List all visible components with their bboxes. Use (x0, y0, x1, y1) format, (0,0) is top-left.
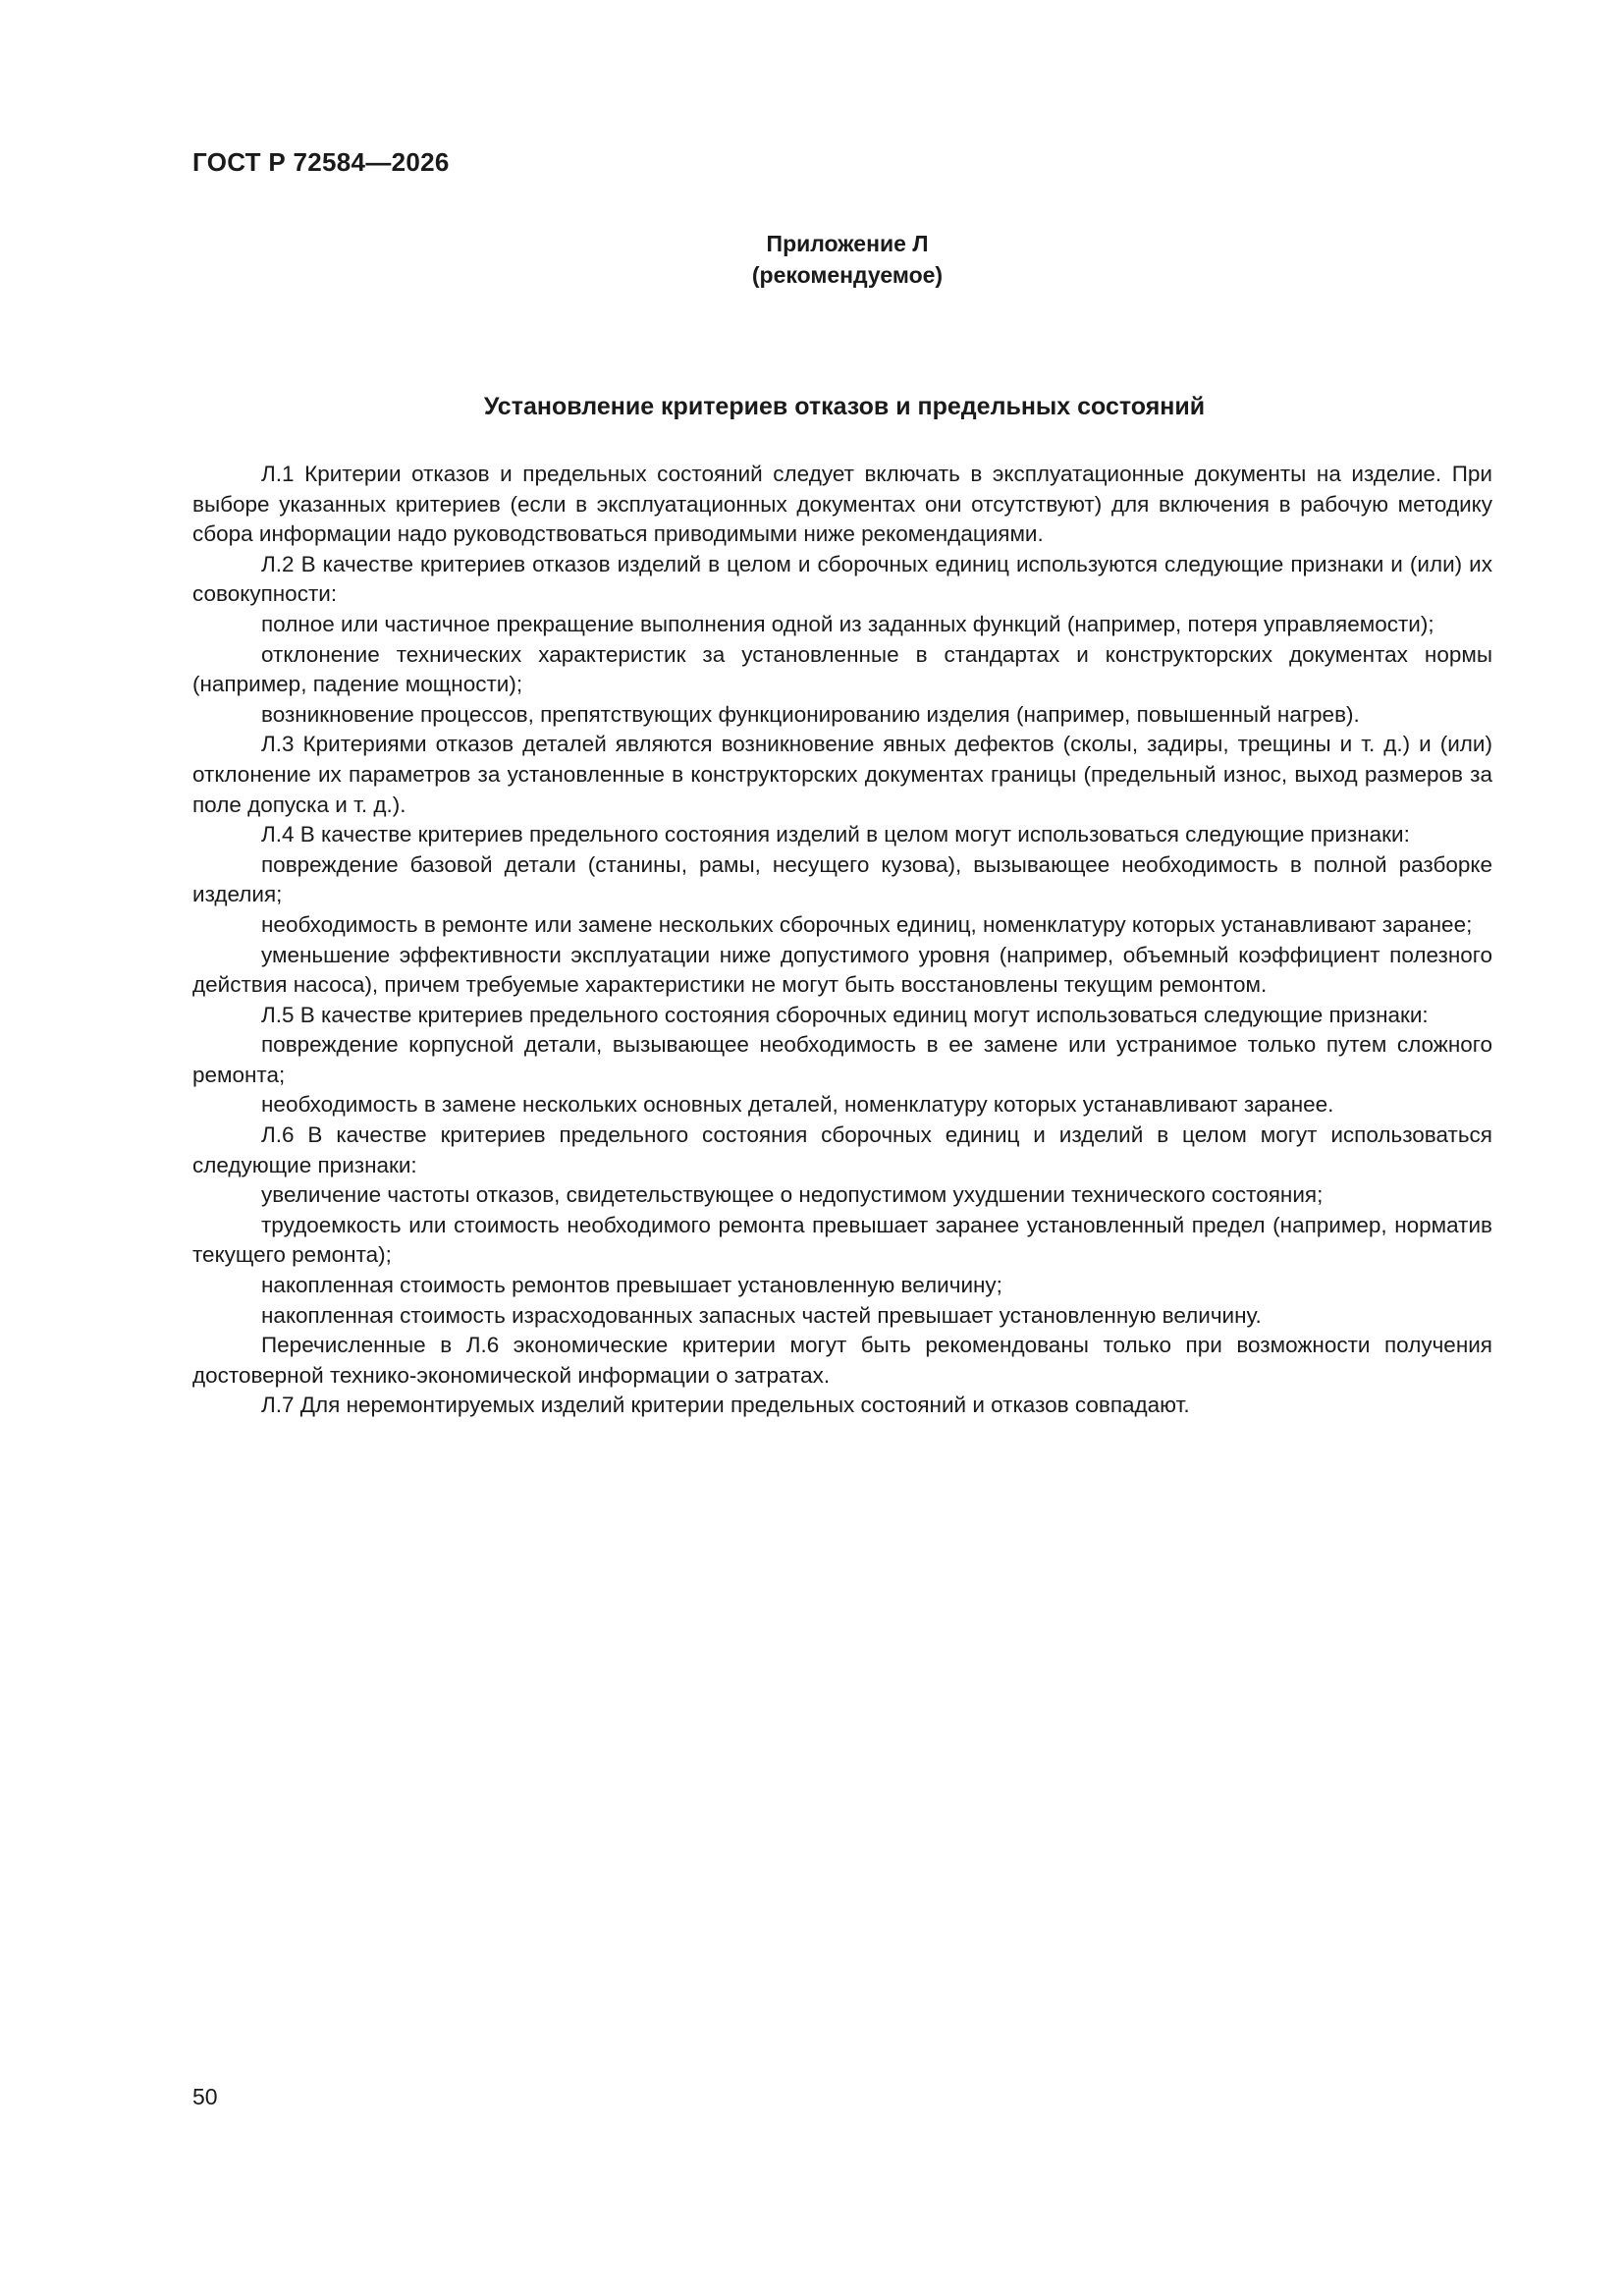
list-item: увеличение частоты отказов, свидетельствующее о недопустимом ухудшении технического состояния; (261, 1182, 1324, 1208)
paragraph-l6: Л.6 В качестве критериев предельного состояния сборочных единиц и изделий в целом могут использоваться следующие признаки: (192, 1122, 1492, 1177)
paragraph-economic-note: Перечисленные в Л.6 экономические критерии могут быть рекомендованы только при возможности получения достоверной технико-экономической информации о затратах. (192, 1333, 1492, 1388)
list-item: полное или частичное прекращение выполнения одной из заданных функций (например, потеря управляемости); (261, 611, 1434, 636)
list-item: повреждение корпусной детали, вызывающее необходимость в ее замене или устранимое только путем сложного ремонта; (192, 1032, 1492, 1087)
list-item: накопленная стоимость ремонтов превышает установленную величину; (261, 1273, 1002, 1298)
paragraph-l3: Л.3 Критериями отказов деталей являются возникновение явных дефектов (сколы, задиры, трещины и т. д.) и (или) отклонение их параметров за установленные в конструкторских документах границы (предельный износ, выход размеров за поле допуска и т. д.). (192, 732, 1492, 817)
list-item: накопленная стоимость израсходованных запасных частей превышает установленную величину. (261, 1302, 1262, 1328)
section-title: Установление критериев отказов и предельных состояний (483, 393, 1206, 420)
list-item: уменьшение эффективности эксплуатации ниже допустимого уровня (например, объемный коэффициент полезного действия насоса), причем требуемые характеристики не могут быть восстановлены текущим ремонтом. (192, 942, 1492, 998)
list-item: повреждение базовой детали (станины, рамы, несущего кузова), вызывающее необходимость в полной разборке изделия; (192, 851, 1492, 907)
paragraph-l4: Л.4 В качестве критериев предельного состояния изделий в целом могут использоваться следующие признаки: (261, 822, 1410, 847)
list-item: возникновение процессов, препятствующих функционированию изделия (например, повышенный нагрев). (261, 701, 1360, 727)
document-code: ГОСТ Р 72584—2026 (192, 147, 450, 177)
paragraph-l2: Л.2 В качестве критериев отказов изделий в целом и сборочных единиц используются следующие признаки и (или) их совокупности: (192, 551, 1492, 607)
annex-body (192, 460, 1492, 1421)
list-item: необходимость в замене нескольких основных деталей, номенклатуру которых устанавливают заранее. (261, 1092, 1334, 1118)
list-item: трудоемкость или стоимость необходимого ремонта превышает заранее установленный предел (например, норматив текущего ремонта); (192, 1212, 1492, 1268)
page-number: 50 (192, 2084, 218, 2109)
annex-status: (рекомендуемое) (751, 262, 944, 288)
paragraph-l1: Л.1 Критерии отказов и предельных состояний следует включать в эксплуатационные документы на изделие. При выборе указанных критериев (если в эксплуатационных документах они отсутствуют) для включения в рабочую методику сбора информации надо руководствоваться приводимыми ниже рекомендациями. (192, 462, 1492, 547)
list-item: необходимость в ремонте или замене нескольких сборочных единиц, номенклатуру которых устанавливают заранее; (261, 911, 1473, 937)
paragraph-l7: Л.7 Для неремонтируемых изделий критерии предельных состояний и отказов совпадают. (261, 1393, 1190, 1418)
annex-title: Приложение Л (766, 231, 929, 256)
annex-heading (0, 228, 1623, 291)
list-item: отклонение технических характеристик за установленные в стандартах и конструкторских документах нормы (например, падение мощности); (192, 641, 1492, 697)
paragraph-l5: Л.5 В качестве критериев предельного состояния сборочных единиц могут использоваться следующие признаки: (261, 1002, 1429, 1027)
